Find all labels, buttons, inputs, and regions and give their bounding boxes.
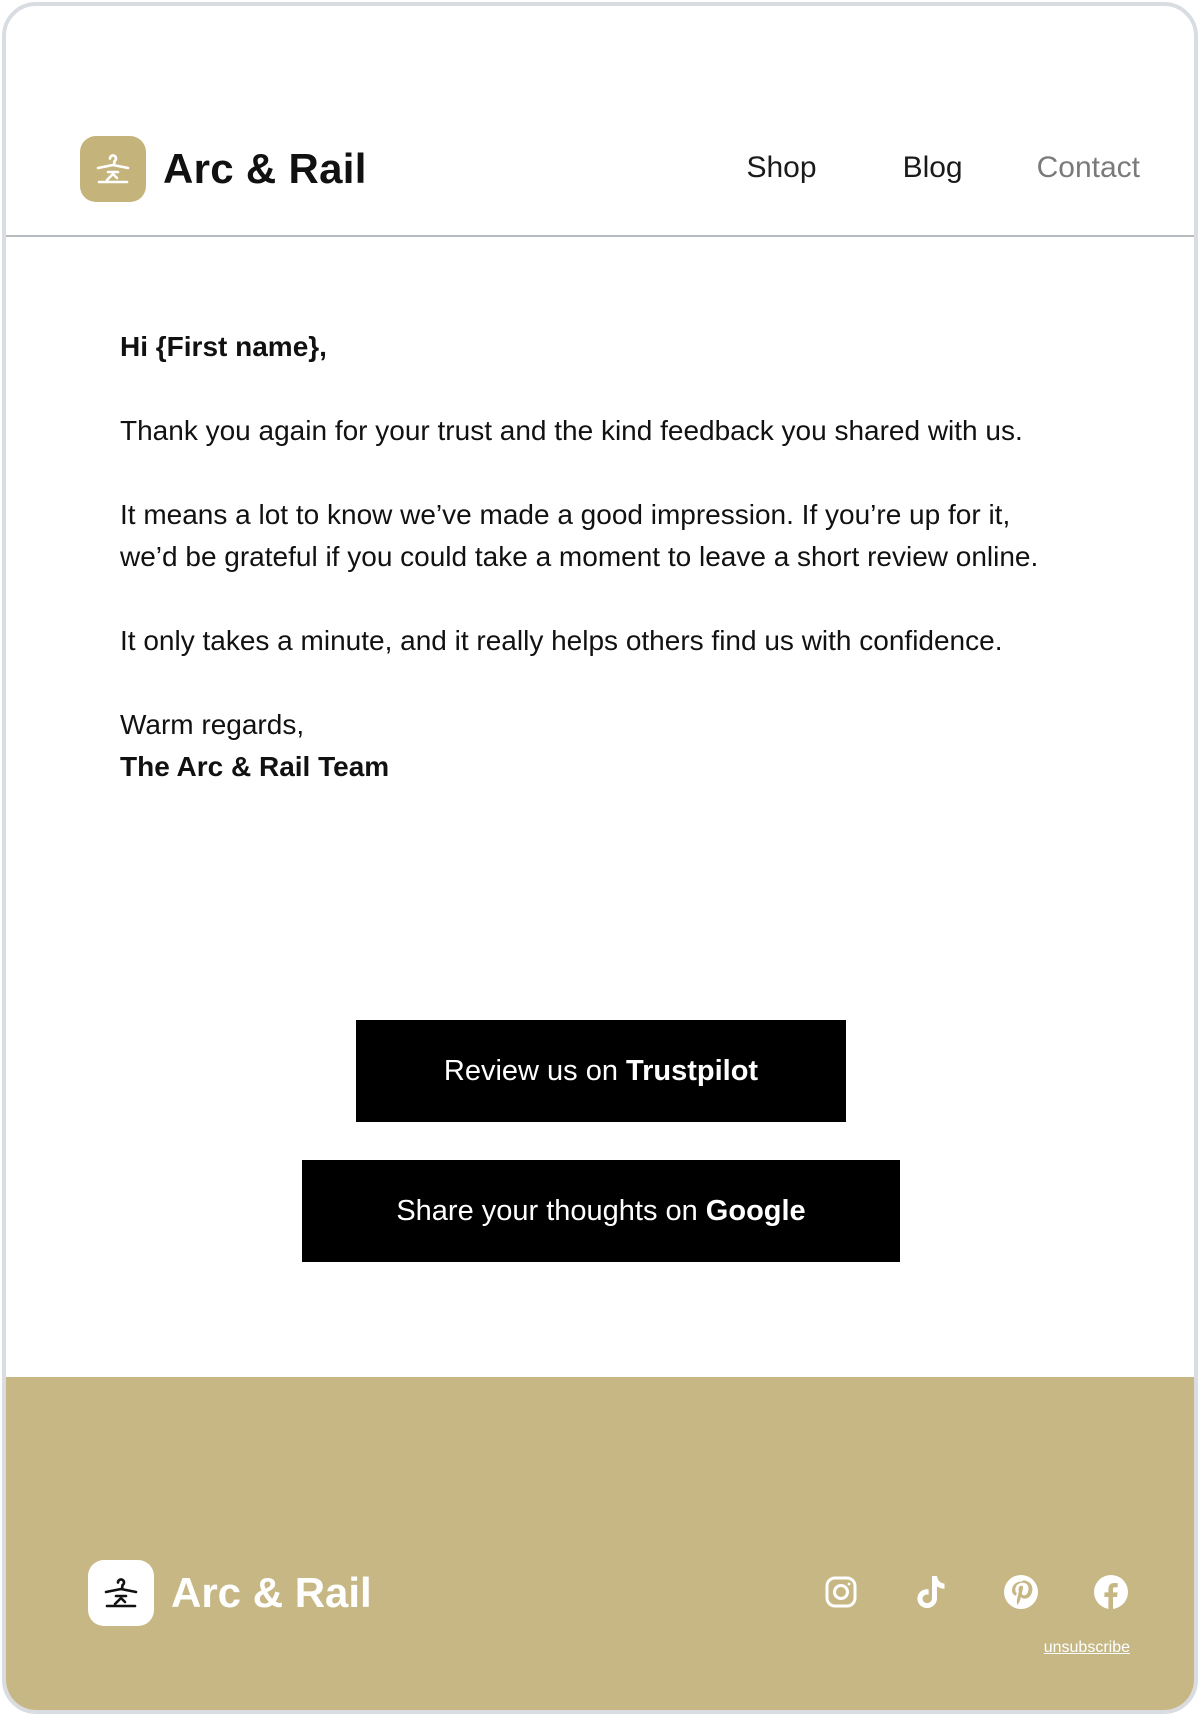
team-signature: The Arc & Rail Team: [120, 751, 390, 782]
greeting: Hi {First name},: [120, 331, 327, 362]
social-links: [822, 1573, 1130, 1611]
google-review-button[interactable]: [302, 1160, 900, 1262]
email-card: [2, 2, 1198, 1714]
main-nav: [746, 151, 1140, 185]
nav-shop[interactable]: Shop: [746, 151, 817, 184]
signoff: Warm regards,: [120, 709, 305, 740]
instagram-icon[interactable]: [822, 1573, 860, 1611]
unsubscribe-link[interactable]: unsubscribe: [1043, 1639, 1130, 1656]
email-header: [6, 6, 1194, 237]
email-footer: [6, 1377, 1194, 1714]
google-button-emphasis: Google: [705, 1194, 806, 1227]
paragraph-minute: It only takes a minute, and it really helps others find us with confidence.: [120, 625, 1003, 656]
footer-brand-name: Arc & Rail: [171, 1569, 372, 1616]
nav-contact[interactable]: Contact: [1036, 151, 1140, 184]
email-body: [120, 326, 1070, 788]
nav-blog[interactable]: Blog: [902, 151, 963, 184]
facebook-icon[interactable]: [1092, 1573, 1130, 1611]
footer-brand[interactable]: [88, 1560, 372, 1626]
tiktok-icon[interactable]: [912, 1573, 950, 1611]
trustpilot-button-emphasis: Trustpilot: [625, 1054, 759, 1087]
brand-name: Arc & Rail: [163, 145, 367, 192]
trustpilot-review-button[interactable]: [356, 1020, 846, 1122]
google-button-prefix: Share your thoughts on: [396, 1194, 698, 1227]
header-brand[interactable]: [80, 136, 367, 202]
trustpilot-button-prefix: Review us on: [443, 1054, 618, 1087]
paragraph-thanks: Thank you again for your trust and the kind feedback you shared with us.: [120, 415, 1023, 446]
hanger-figure-icon: [80, 136, 146, 202]
pinterest-icon[interactable]: [1002, 1573, 1040, 1611]
paragraph-review-request: It means a lot to know we’ve made a good impression. If you’re up for it, we’d be grateful if you could take a moment to leave a short review online.: [120, 499, 1039, 572]
hanger-figure-icon: [88, 1560, 154, 1626]
